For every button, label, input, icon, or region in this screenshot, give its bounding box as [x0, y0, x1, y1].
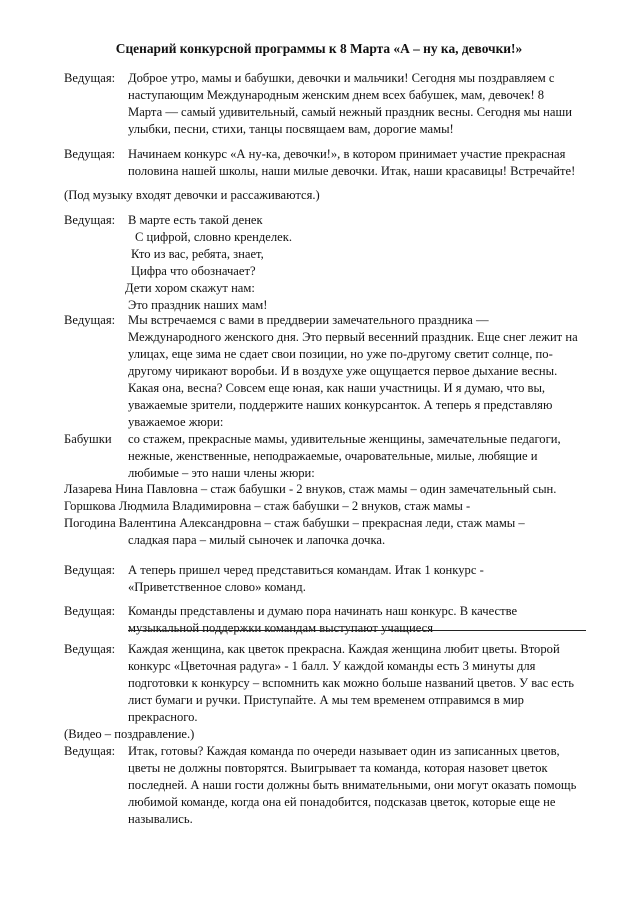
text-line: другому чирикают воробьи. И в воздухе уже ощущается первое дыхание весны.	[128, 364, 558, 378]
text-line: Мы встречаемся с вами в преддверии замечательного праздника —	[128, 313, 489, 327]
text-line: Международного женского дня. Это первый весенний праздник. Еще снег лежит на	[128, 330, 578, 344]
poem-line: С цифрой, словно кренделек.	[135, 230, 293, 244]
text-line: Марта — самый удивительный, самый нежный праздник весны. Сегодня мы наши	[128, 105, 572, 119]
text-line: любимые – это наши члены жюри:	[128, 466, 315, 480]
text-line: прекрасного.	[128, 710, 198, 724]
text-line: Начинаем конкурс «А ну-ка, девочки!», в котором принимает участие прекрасная	[128, 147, 566, 161]
document-title: Сценарий конкурсной программы к 8 Марта «А – ну ка, девочки!»	[115, 41, 523, 56]
speaker-label: Ведущая:	[64, 147, 116, 161]
text-line: сладкая пара – милый сыночек и лапочка дочка.	[128, 533, 386, 547]
speaker-label: Ведущая:	[64, 213, 116, 227]
text-line: цветы не должны повторятся. Выигрывает та команда, которая назовет цветок	[128, 761, 548, 775]
text-line: Какая она, весна? Совсем еще юная, как наши участницы. И я думаю, что вы,	[128, 381, 546, 395]
text-line: лист бумаги и ручки. Приступайте. А мы тем временем отправимся в мир	[128, 693, 524, 707]
jury-member: Погодина Валентина Александровна – стаж бабушки – прекрасная леди, стаж мамы –	[64, 516, 525, 530]
poem-line: В марте есть такой денек	[128, 213, 263, 227]
text-line: наступающим Международным женским днем всех бабушек, мам, девочек! 8	[128, 88, 545, 102]
poem-line: Это праздник наших мам!	[128, 298, 268, 312]
speaker-label: Ведущая:	[64, 563, 116, 577]
poem-line: Цифра что обозначает?	[131, 264, 256, 278]
text-line: половина нашей школы, наши милые девочки. Итак, наши красавицы! Встречайте!	[128, 164, 576, 178]
jury-member: Горшкова Людмила Владимировна – стаж бабушки – 2 внуков, стаж мамы -	[64, 499, 471, 513]
speaker-label: Бабушки	[64, 432, 112, 446]
text-line: Итак, готовы? Каждая команда по очереди называет один из записанных цветов,	[128, 744, 560, 758]
text-line: назывались.	[128, 812, 193, 826]
jury-member: Лазарева Нина Павловна – стаж бабушки - 2 внуков, стаж мамы – один замечательный сын.	[64, 482, 557, 496]
speaker-label: Ведущая:	[64, 313, 116, 327]
speaker-label: Ведущая:	[64, 71, 116, 85]
text-line: уважаемые зрители, поддержите наших конкурсанток. А теперь я представляю	[128, 398, 553, 412]
text-line: уважаемое жюри:	[128, 415, 224, 429]
text-line: улицах, еще зима не сдает свои позиции, но уже по-другому светит солнце, по-	[128, 347, 553, 361]
text-line: последней. А наши гости должны быть внимательными, они могут оказать помощь	[128, 778, 577, 792]
speaker-label: Ведущая:	[64, 744, 116, 758]
text-line: «Приветственное слово» команд.	[128, 580, 306, 594]
text-line: любимой команде, когда она ей понадобится, подсказав цветок, которые еще не	[128, 795, 556, 809]
text-line: нежные, женственные, неподражаемые, очаровательные, милые, любящие и	[128, 449, 538, 463]
text-line: музыкальной поддержки командам выступают учащиеся	[128, 621, 434, 635]
text-line: подготовки к конкурсу – вспомнить как можно больше названий цветов. У вас есть	[128, 676, 575, 690]
text-line: конкурс «Цветочная радуга» - 1 балл. У каждой команды есть 3 минуты для	[128, 659, 536, 673]
stage-note: (Видео – поздравление.)	[64, 727, 195, 741]
text-line: А теперь пришел черед представиться командам. Итак 1 конкурс -	[128, 563, 484, 577]
poem-line: Дети хором скажут нам:	[125, 281, 255, 295]
text-line: со стажем, прекрасные мамы, удивительные женщины, замечательные педагоги,	[128, 432, 561, 446]
speaker-label: Ведущая:	[64, 604, 116, 618]
text-line: улыбки, песни, стихи, танцы посвящаем вам, дорогие мамы!	[128, 122, 454, 136]
stage-note: (Под музыку входят девочки и рассаживаются.)	[64, 188, 320, 202]
text-line: Каждая женщина, как цветок прекрасна. Каждая женщина любит цветы. Второй	[128, 642, 560, 656]
text-line: Команды представлены и думаю пора начинать наш конкурс. В качестве	[128, 604, 518, 618]
speaker-label: Ведущая:	[64, 642, 116, 656]
text-line: Доброе утро, мамы и бабушки, девочки и мальчики! Сегодня мы поздравляем с	[128, 71, 555, 85]
poem-line: Кто из вас, ребята, знает,	[131, 247, 264, 261]
blank-line	[128, 630, 586, 631]
